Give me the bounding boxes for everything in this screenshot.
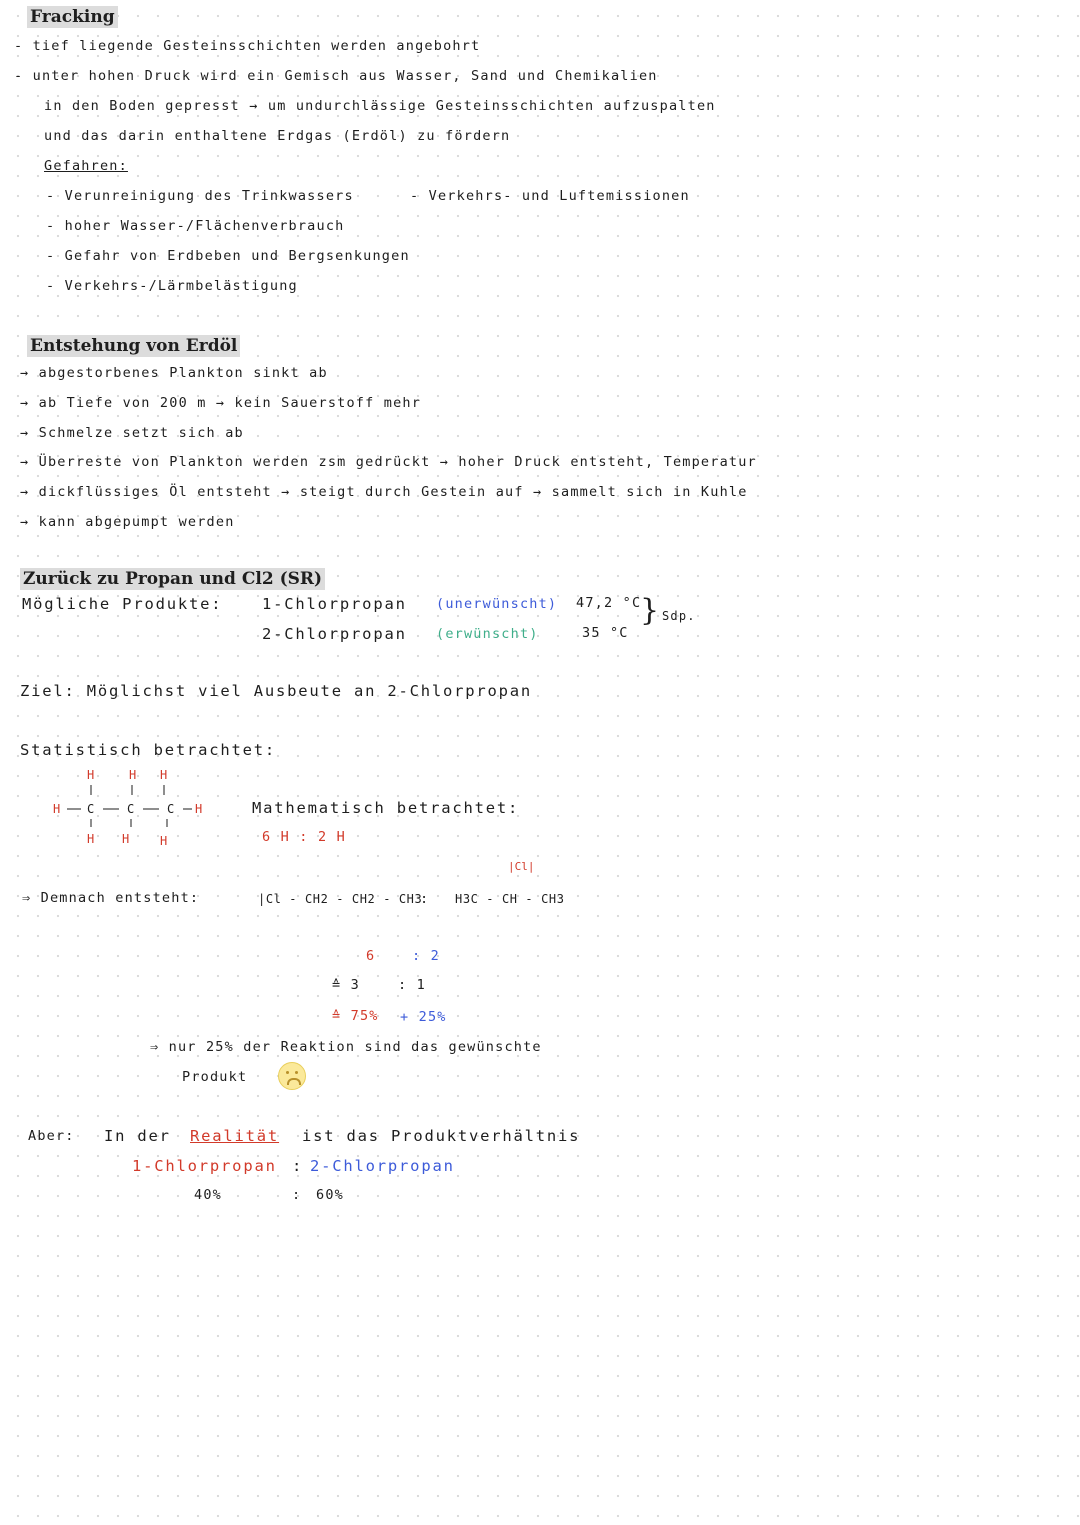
formula-2-chlorpropan: H3C - CH - CH3 xyxy=(455,892,565,906)
fracking-line-4: und das darin enthaltene Erdgas (Erdöl) zu fördern xyxy=(44,128,511,144)
erdoel-line-5: → dickflüssiges Öl entsteht → steigt durch Gestein auf → sammelt sich in Kuhle xyxy=(20,484,748,500)
gefahr-1: - Verunreinigung des Trinkwassers xyxy=(46,188,354,204)
erdoel-line-6: → kann abgepumpt werden xyxy=(20,514,235,530)
erdoel-line-1: → abgestorbenes Plankton sinkt ab xyxy=(20,365,328,381)
product-2-note: (erwünscht) xyxy=(436,626,539,642)
real-value-colon: : xyxy=(292,1187,302,1203)
product-1: 1-Chlorpropan xyxy=(262,595,407,613)
mathematisch-label: Mathematisch betrachtet: xyxy=(252,799,520,817)
ratio-row-1-a: 6 xyxy=(366,948,376,964)
erdoel-line-2: → ab Tiefe von 200 m → kein Sauerstoff mehr xyxy=(20,395,422,411)
statistisch-label: Statistisch betrachtet: xyxy=(20,741,277,759)
propane-structure xyxy=(45,765,215,845)
gefahr-2: - hoher Wasser-/Flächenverbrauch xyxy=(46,218,345,234)
real-colon: : xyxy=(292,1157,304,1175)
ziel-line: Ziel: Möglichst viel Ausbeute an 2-Chlorpropan xyxy=(20,682,533,700)
produkt-word: Produkt xyxy=(182,1069,248,1085)
erdoel-line-3: → Schmelze setzt sich ab xyxy=(20,425,244,441)
moegliche-produkte-label: Mögliche Produkte: xyxy=(22,595,223,613)
svg-text:H: H xyxy=(129,768,137,782)
gefahr-3: - Gefahr von Erdbeben und Bergsenkungen xyxy=(46,248,410,264)
formula-1-chlorpropan: |Cl - CH2 - CH2 - CH3 xyxy=(258,892,423,906)
formula-2-cl-top: |Cl| xyxy=(508,860,535,873)
gefahr-4: - Verkehrs-/Lärmbelästigung xyxy=(46,278,298,294)
sad-face-icon xyxy=(278,1062,306,1090)
real-product-1: 1-Chlorpropan xyxy=(132,1157,277,1175)
svg-text:H: H xyxy=(160,768,168,782)
ratio-h: 6 H : 2 H xyxy=(262,829,346,845)
svg-text:C: C xyxy=(167,802,175,816)
propan-heading: Zurück zu Propan und Cl2 (SR) xyxy=(20,568,325,590)
gefahr-1b: - Verkehrs- und Luftemissionen xyxy=(410,188,690,204)
realitaet-prefix: In der xyxy=(104,1127,171,1145)
realitaet-suffix: ist das Produktverhältnis xyxy=(302,1127,581,1145)
formula-colon: : xyxy=(420,891,430,907)
sdp-label: Sdp. xyxy=(662,609,696,623)
ratio-row-3-a: ≙ 75% xyxy=(332,1008,379,1024)
brace-icon: } xyxy=(640,593,660,628)
svg-text:H: H xyxy=(160,834,168,845)
real-value-1: 40% xyxy=(194,1187,222,1203)
aber-label: Aber: xyxy=(28,1128,75,1144)
svg-text:H: H xyxy=(87,832,95,845)
ratio-row-3-b: + 25% xyxy=(400,1009,447,1025)
svg-text:H: H xyxy=(53,802,61,816)
demnach-label: ⇒ Demnach entsteht: xyxy=(22,890,200,906)
erdoel-heading: Entstehung von Erdöl xyxy=(27,335,240,357)
product-2: 2-Chlorpropan xyxy=(262,625,407,643)
erdoel-line-4: → Überreste von Plankton werden zsm gedrückt → hoher Druck entsteht, Temperatur xyxy=(20,454,757,470)
fracking-heading: Fracking xyxy=(27,6,118,28)
svg-text:H: H xyxy=(87,768,95,782)
fracking-line-3: in den Boden gepresst → um undurchlässige Gesteinsschichten aufzuspalten xyxy=(44,98,716,114)
ratio-row-2-a: ≙ 3 xyxy=(332,977,360,993)
gefahren-label: Gefahren: xyxy=(44,158,128,174)
svg-text:C: C xyxy=(127,802,135,816)
fracking-line-2: - unter hohen Druck wird ein Gemisch aus Wasser, Sand und Chemikalien xyxy=(14,68,658,84)
real-value-2: 60% xyxy=(316,1187,344,1203)
svg-text:C: C xyxy=(87,802,95,816)
svg-text:H: H xyxy=(195,802,203,816)
ratio-row-1-b: : 2 xyxy=(412,948,440,964)
real-product-2: 2-Chlorpropan xyxy=(310,1157,455,1175)
svg-text:H: H xyxy=(122,832,130,845)
product-1-temp: 47,2 °C xyxy=(576,595,642,611)
fracking-line-1: - tief liegende Gesteinsschichten werden angebohrt xyxy=(14,38,481,54)
product-2-temp: 35 °C xyxy=(582,625,629,641)
product-1-note: (unerwünscht) xyxy=(436,596,558,612)
ratio-row-2-b: : 1 xyxy=(398,977,426,993)
nur-line: ⇒ nur 25% der Reaktion sind das gewünschte xyxy=(150,1039,542,1055)
realitaet-word: Realität xyxy=(190,1127,280,1145)
